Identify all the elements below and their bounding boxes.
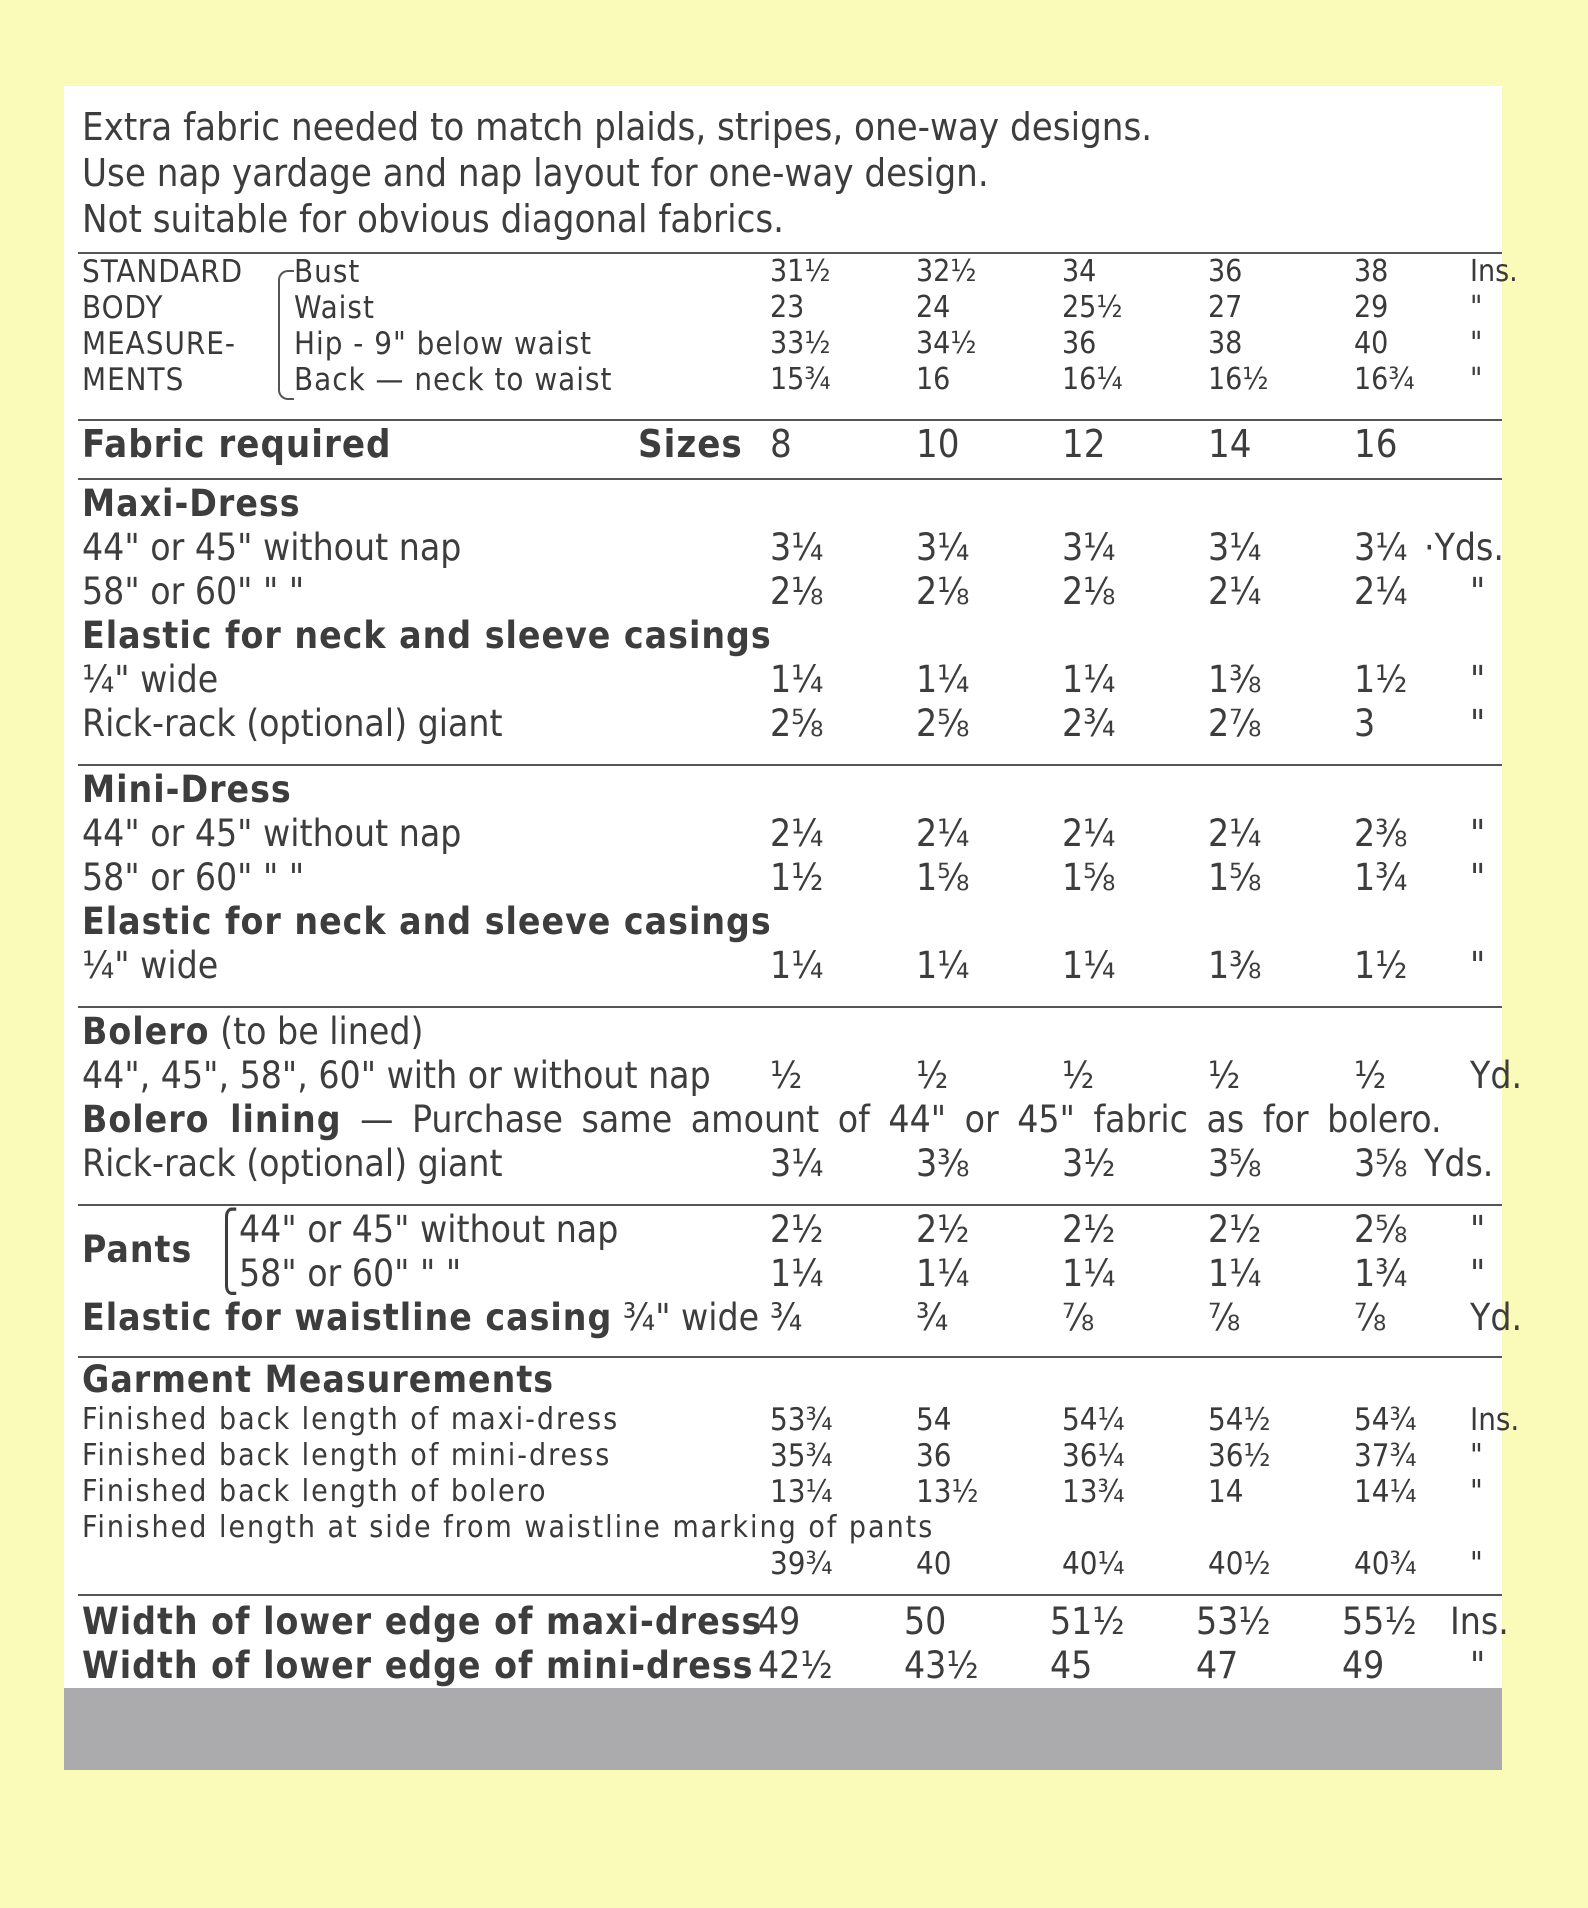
row-label: Finished length at side from waistline marking of pants xyxy=(82,1510,935,1545)
value: ¾ xyxy=(916,1296,949,1339)
unit: Ins. xyxy=(1470,254,1518,289)
value: 2⅞ xyxy=(1208,702,1262,745)
value: 32½ xyxy=(916,254,977,289)
section-title: Pants xyxy=(82,1228,193,1271)
row-label: Finished back length of mini-dress xyxy=(82,1438,612,1473)
value: 2¼ xyxy=(916,812,970,855)
value: 1¼ xyxy=(916,1252,970,1295)
value: ¾ xyxy=(770,1296,803,1339)
value: 45 xyxy=(1050,1644,1093,1687)
value: 2⅜ xyxy=(1354,812,1408,855)
value: 53¾ xyxy=(770,1402,833,1438)
value: ½ xyxy=(916,1054,949,1097)
row-label: 44" or 45" without nap xyxy=(82,812,462,855)
value: 49 xyxy=(1342,1644,1385,1687)
value: 24 xyxy=(916,290,951,325)
value: 16 xyxy=(916,362,951,397)
value: 23 xyxy=(770,290,805,325)
divider xyxy=(78,478,1502,480)
value: 36½ xyxy=(1208,1438,1271,1474)
value: 3¼ xyxy=(770,1142,824,1185)
value: 38 xyxy=(1354,254,1389,289)
row-label: 58" or 60" " " xyxy=(82,856,305,899)
standard-label: BODY xyxy=(82,290,164,326)
divider xyxy=(78,764,1502,766)
measure-name: Bust xyxy=(294,254,361,290)
unit: " xyxy=(1470,326,1483,361)
value: 2⅝ xyxy=(1354,1208,1408,1251)
value: 16¼ xyxy=(1062,362,1123,397)
value: 35¾ xyxy=(770,1438,833,1474)
section-subtitle: Elastic for neck and sleeve casings xyxy=(82,614,772,657)
unit: " xyxy=(1470,290,1483,325)
section-subtitle: Elastic for neck and sleeve casings xyxy=(82,900,772,943)
value: 13¼ xyxy=(770,1474,833,1510)
unit: " xyxy=(1470,570,1486,613)
value: 3¼ xyxy=(1208,526,1262,569)
unit: Ins. xyxy=(1450,1600,1509,1643)
unit: " xyxy=(1470,658,1486,701)
unit: " xyxy=(1470,1644,1486,1687)
value: 3¼ xyxy=(1354,526,1408,569)
standard-body-measurements xyxy=(82,254,1518,398)
value: 29 xyxy=(1354,290,1389,325)
value: 1⅝ xyxy=(916,856,970,899)
value: 36 xyxy=(1062,326,1097,361)
divider xyxy=(78,1594,1502,1596)
intro-line: Extra fabric needed to match plaids, stripes, one-way designs. xyxy=(82,105,1153,149)
maxi-dress-section xyxy=(82,482,1502,746)
value: 50 xyxy=(904,1600,947,1643)
value: 2¼ xyxy=(1208,570,1262,613)
unit: Yd. xyxy=(1470,1296,1523,1339)
value: 1⅜ xyxy=(1208,658,1262,701)
value: 1¼ xyxy=(770,1252,824,1295)
value: ½ xyxy=(1062,1054,1095,1097)
row-label: 58" or 60" " " xyxy=(82,570,305,613)
value: ½ xyxy=(770,1054,803,1097)
value: 1⅜ xyxy=(1208,944,1262,987)
unit: " xyxy=(1470,702,1486,745)
row-label-text: 44" or 45" without nap xyxy=(238,1208,619,1251)
section-title: Mini-Dress xyxy=(82,768,292,811)
value: 3¼ xyxy=(916,526,970,569)
row-label-strong: Elastic for waistline casing xyxy=(82,1296,613,1339)
value: 36 xyxy=(1208,254,1243,289)
row-label: ¼" wide xyxy=(82,944,219,987)
value: 37¾ xyxy=(1354,1438,1417,1474)
row-label: Width of lower edge of maxi-dress xyxy=(82,1600,763,1643)
value: 2¼ xyxy=(770,812,824,855)
value: ⅞ xyxy=(1208,1296,1241,1339)
value: 36¼ xyxy=(1062,1438,1125,1474)
value: 1⅝ xyxy=(1062,856,1116,899)
value: 2¾ xyxy=(1062,702,1116,745)
value: 54 xyxy=(916,1402,952,1438)
unit: " xyxy=(1470,1208,1486,1251)
value: 2⅝ xyxy=(770,702,824,745)
row-label: ¼" wide xyxy=(82,658,219,701)
value: 14¼ xyxy=(1354,1474,1417,1510)
value: 25½ xyxy=(1062,290,1123,325)
value: 1½ xyxy=(770,856,824,899)
measure-name: Back — neck to waist xyxy=(294,362,613,398)
unit: " xyxy=(1470,944,1486,987)
row-label: Rick-rack (optional) giant xyxy=(82,1142,503,1185)
row-label: 44" or 45" without nap xyxy=(82,526,462,569)
row-label: 44", 45", 58", 60" with or without nap xyxy=(82,1054,711,1097)
unit: Yd. xyxy=(1470,1054,1523,1097)
value: 2⅝ xyxy=(916,702,970,745)
size: 12 xyxy=(1062,422,1106,466)
value: 3½ xyxy=(1062,1142,1116,1185)
unit: " xyxy=(1470,1546,1483,1582)
lining-text: — Purchase same amount of 44" or 45" fabric as for bolero. xyxy=(360,1098,1442,1141)
value: 3¼ xyxy=(1062,526,1116,569)
fabric-required-header xyxy=(82,422,1502,472)
value: 38 xyxy=(1208,326,1243,361)
sizes-label: Sizes xyxy=(638,422,743,466)
value: 1¼ xyxy=(1062,1252,1116,1295)
value: 1⅝ xyxy=(1208,856,1262,899)
value: ⅞ xyxy=(1062,1296,1095,1339)
divider xyxy=(78,419,1502,421)
intro-notes xyxy=(82,104,1152,242)
value: 42½ xyxy=(758,1644,833,1687)
row-label: ⎩58" or 60" " " xyxy=(214,1252,462,1295)
unit: Yds. xyxy=(1424,1142,1494,1185)
value: 13½ xyxy=(916,1474,979,1510)
unit: " xyxy=(1470,856,1486,899)
pants-section xyxy=(82,1208,1523,1340)
value: 2½ xyxy=(1062,1208,1116,1251)
pattern-chart-sheet xyxy=(64,86,1523,1770)
value: 2½ xyxy=(770,1208,824,1251)
value: 54¾ xyxy=(1354,1402,1417,1438)
mini-dress-section xyxy=(82,768,1502,988)
value: 3⅜ xyxy=(916,1142,970,1185)
value: 1¾ xyxy=(1354,856,1408,899)
value: ½ xyxy=(1354,1054,1387,1097)
row-label xyxy=(82,1296,759,1339)
section-title: Bolero xyxy=(82,1010,210,1053)
grey-band xyxy=(64,1688,1502,1770)
value: 40½ xyxy=(1208,1546,1271,1582)
row-label: ⎧44" or 45" without nap xyxy=(214,1208,619,1251)
value: 31½ xyxy=(770,254,831,289)
garment-measurements-section xyxy=(82,1358,1520,1584)
lining-note xyxy=(82,1098,1442,1141)
value: 2⅛ xyxy=(916,570,970,613)
value: 49 xyxy=(758,1600,801,1643)
size: 10 xyxy=(916,422,960,466)
value: 3 xyxy=(1354,702,1376,745)
value: 34½ xyxy=(916,326,977,361)
value: 34 xyxy=(1062,254,1097,289)
value: 1¼ xyxy=(916,944,970,987)
bolero-section xyxy=(82,1010,1523,1186)
size: 16 xyxy=(1354,422,1398,466)
intro-line: Not suitable for obvious diagonal fabrics. xyxy=(82,197,785,241)
value: 40 xyxy=(916,1546,952,1582)
value: 40¾ xyxy=(1354,1546,1417,1582)
value: 40 xyxy=(1354,326,1389,361)
unit: " xyxy=(1470,1474,1483,1510)
value: 47 xyxy=(1196,1644,1239,1687)
section-title-group xyxy=(82,1010,423,1053)
value: 27 xyxy=(1208,290,1243,325)
value: 53½ xyxy=(1196,1600,1271,1643)
measure-name: Hip - 9" below waist xyxy=(294,326,593,362)
section-title: Garment Measurements xyxy=(82,1358,555,1401)
value: 54½ xyxy=(1208,1402,1271,1438)
divider xyxy=(78,1006,1502,1008)
unit: " xyxy=(1470,1438,1483,1474)
value: 16¾ xyxy=(1354,362,1415,397)
value: 2¼ xyxy=(1062,812,1116,855)
row-label: Finished back length of bolero xyxy=(82,1474,548,1509)
value: 1¼ xyxy=(916,658,970,701)
value: 3⅝ xyxy=(1208,1142,1262,1185)
divider xyxy=(78,1204,1502,1206)
standard-label: STANDARD xyxy=(82,254,244,290)
row-label: Width of lower edge of mini-dress xyxy=(82,1644,754,1687)
size: 8 xyxy=(770,422,792,466)
value: 2¼ xyxy=(1208,812,1262,855)
value: 3¼ xyxy=(770,526,824,569)
value: 1¼ xyxy=(1208,1252,1262,1295)
value: 55½ xyxy=(1342,1600,1417,1643)
value: 43½ xyxy=(904,1644,979,1687)
lining-label: Bolero lining xyxy=(82,1098,342,1141)
value: 2⅛ xyxy=(1062,570,1116,613)
value: 54¼ xyxy=(1062,1402,1125,1438)
value: 2¼ xyxy=(1354,570,1408,613)
unit: Ins. xyxy=(1470,1402,1520,1438)
value: 2⅛ xyxy=(770,570,824,613)
row-label-text: 58" or 60" " " xyxy=(238,1252,462,1295)
value: 1¼ xyxy=(1062,944,1116,987)
unit: " xyxy=(1470,812,1486,855)
fabric-required-label: Fabric required xyxy=(82,422,392,466)
value: 13¾ xyxy=(1062,1474,1125,1510)
value: 15¾ xyxy=(770,362,831,397)
value: ½ xyxy=(1208,1054,1241,1097)
value: 36 xyxy=(916,1438,952,1474)
value: 3⅝ xyxy=(1354,1142,1408,1185)
value: ⅞ xyxy=(1354,1296,1387,1339)
standard-label: MEASURE- xyxy=(82,326,236,362)
value: 1½ xyxy=(1354,658,1408,701)
value: 1¼ xyxy=(1062,658,1116,701)
value: 1¼ xyxy=(770,658,824,701)
unit: " xyxy=(1470,362,1483,397)
standard-label: MENTS xyxy=(82,362,185,398)
measure-name: Waist xyxy=(294,290,375,326)
row-label-tail: ¾" wide xyxy=(622,1296,760,1339)
value: 39¾ xyxy=(770,1546,833,1582)
value: 40¼ xyxy=(1062,1546,1125,1582)
section-title: Maxi-Dress xyxy=(82,482,301,525)
value: 1¾ xyxy=(1354,1252,1408,1295)
value: 1¼ xyxy=(770,944,824,987)
value: 33½ xyxy=(770,326,831,361)
value: 2½ xyxy=(916,1208,970,1251)
value: 2½ xyxy=(1208,1208,1262,1251)
row-label: Finished back length of maxi-dress xyxy=(82,1402,620,1437)
value: 51½ xyxy=(1050,1600,1125,1643)
unit: " xyxy=(1470,1252,1486,1295)
row-label: Rick-rack (optional) giant xyxy=(82,702,503,745)
unit: ·Yds. xyxy=(1424,526,1504,569)
intro-line: Use nap yardage and nap layout for one-way design. xyxy=(82,151,989,195)
value: 14 xyxy=(1208,1474,1244,1510)
value: 1½ xyxy=(1354,944,1408,987)
value: 16½ xyxy=(1208,362,1269,397)
size: 14 xyxy=(1208,422,1252,466)
section-note: (to be lined) xyxy=(220,1010,424,1053)
